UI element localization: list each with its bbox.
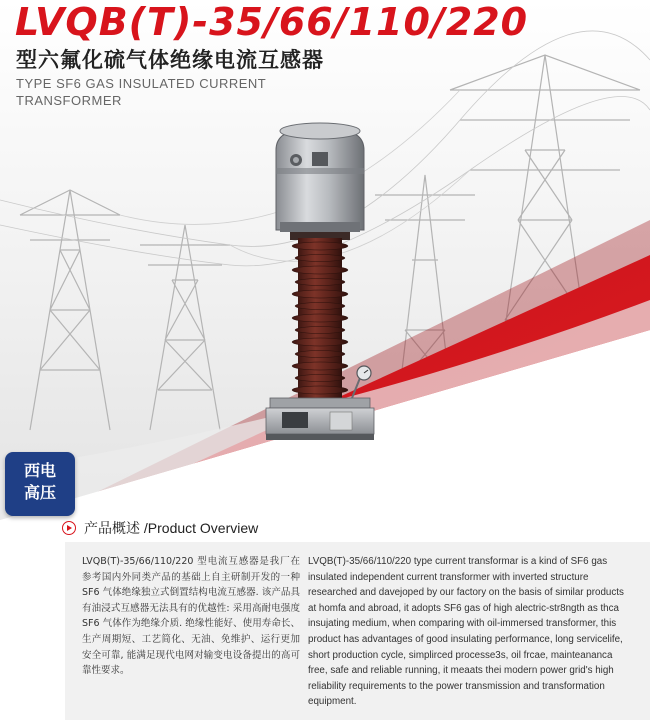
overview-text-cn bbox=[82, 554, 300, 679]
badge-line-1: 西电 bbox=[23, 461, 56, 480]
badge-line-2: 高压 bbox=[23, 483, 56, 502]
model-number-title: LVQB(T)-35/66/110/220 bbox=[15, 0, 529, 44]
company-badge bbox=[5, 452, 75, 516]
product-title-cn: 型六氟化硫气体绝缘电流互感器 bbox=[16, 48, 324, 72]
overview-paragraph-cn: LVQB(T)-35/66/110/220 型电流互感器是我厂在参考国内外同类产品的基础上自主研制开发的一种 SF6 气体绝缘独立式倒置结构电流互感器. 该产品具有油浸式互感器无法具有的优越性: 采用高耐电强度 SF6 气体作为绝缘介质. 绝缘性能好、使用寿命长、生产周期短、工艺简化、无油、免维护、运行更加安全可靠, 能满足现代电网对输变电设备提出的高可靠性要求。 bbox=[82, 556, 300, 677]
section-title: 产品概述 /Product Overview bbox=[84, 520, 259, 536]
overview-paragraph-en: LVQB(T)-35/66/110/220 type current transformar is a kind of SF6 gas insulated independent current transformer with inverted structure researched and davejoped by our factory on the basis of similar products at homfa and abroad, it adopts SF6 gas of high alectric-str8ngth as thca insujating medium, when comparing with oil-immersed transformer, this product has advantages of good insulating performance, long servicelife, short production cycle, simplirced processe3s, oil frcae, mainteananca free, safe and reliable running, it meaats thei modern power grid's high reliability requirements to the power transmission and transformation equipment. bbox=[308, 556, 624, 708]
overview-panel bbox=[65, 542, 650, 720]
product-title-en: TYPE SF6 GAS INSULATED CURRENT TRANSFORMER bbox=[16, 76, 267, 108]
play-circle-icon bbox=[62, 521, 76, 535]
overview-text-en bbox=[308, 554, 626, 710]
